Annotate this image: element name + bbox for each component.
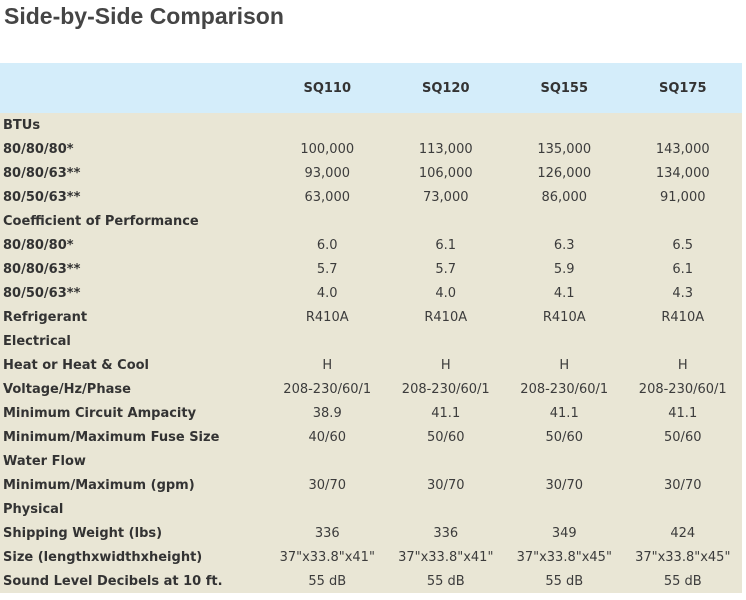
section-row: [0, 329, 742, 353]
cell-value: H: [505, 353, 624, 377]
header-row: [0, 63, 742, 113]
cell-value: 86,000: [505, 185, 624, 209]
cell-value: 30/70: [268, 473, 387, 497]
cell-value: 113,000: [387, 137, 506, 161]
row-label: Voltage/Hz/Phase: [0, 377, 268, 401]
cell-value: [387, 209, 506, 233]
section-label: Electrical: [0, 329, 268, 353]
section-row: [0, 449, 742, 473]
cell-value: 6.1: [624, 257, 743, 281]
cell-value: R410A: [505, 305, 624, 329]
cell-value: 4.3: [624, 281, 743, 305]
data-row: [0, 305, 742, 329]
data-row: [0, 233, 742, 257]
cell-value: 126,000: [505, 161, 624, 185]
cell-value: H: [268, 353, 387, 377]
cell-value: [624, 497, 743, 521]
section-label: Water Flow: [0, 449, 268, 473]
cell-value: [624, 329, 743, 353]
cell-value: 93,000: [268, 161, 387, 185]
data-row: [0, 401, 742, 425]
cell-value: 5.9: [505, 257, 624, 281]
row-label: Shipping Weight (lbs): [0, 521, 268, 545]
cell-value: 50/60: [624, 425, 743, 449]
row-label: Sound Level Decibels at 10 ft.: [0, 569, 268, 593]
cell-value: 41.1: [387, 401, 506, 425]
cell-value: 5.7: [268, 257, 387, 281]
cell-value: 135,000: [505, 137, 624, 161]
cell-value: 91,000: [624, 185, 743, 209]
cell-value: 143,000: [624, 137, 743, 161]
cell-value: [505, 209, 624, 233]
cell-value: 100,000: [268, 137, 387, 161]
table-body: [0, 113, 742, 593]
cell-value: 6.0: [268, 233, 387, 257]
cell-value: [268, 329, 387, 353]
cell-value: [505, 497, 624, 521]
cell-value: 336: [387, 521, 506, 545]
row-label: 80/80/80*: [0, 137, 268, 161]
cell-value: 41.1: [505, 401, 624, 425]
cell-value: 50/60: [387, 425, 506, 449]
row-label: Minimum Circuit Ampacity: [0, 401, 268, 425]
cell-value: 4.0: [387, 281, 506, 305]
cell-value: [387, 329, 506, 353]
header-spacer: [0, 63, 268, 113]
section-row: [0, 497, 742, 521]
row-label: 80/80/63**: [0, 257, 268, 281]
row-label: 80/80/80*: [0, 233, 268, 257]
row-label: Minimum/Maximum (gpm): [0, 473, 268, 497]
cell-value: 424: [624, 521, 743, 545]
cell-value: 30/70: [624, 473, 743, 497]
cell-value: [387, 113, 506, 137]
row-label: Heat or Heat & Cool: [0, 353, 268, 377]
data-row: [0, 185, 742, 209]
cell-value: [268, 209, 387, 233]
cell-value: 4.0: [268, 281, 387, 305]
cell-value: [268, 449, 387, 473]
cell-value: [624, 113, 743, 137]
cell-value: 30/70: [505, 473, 624, 497]
data-row: [0, 161, 742, 185]
cell-value: 336: [268, 521, 387, 545]
cell-value: 41.1: [624, 401, 743, 425]
cell-value: H: [624, 353, 743, 377]
cell-value: 38.9: [268, 401, 387, 425]
data-row: [0, 569, 742, 593]
cell-value: 208-230/60/1: [505, 377, 624, 401]
cell-value: [624, 449, 743, 473]
cell-value: 73,000: [387, 185, 506, 209]
cell-value: 208-230/60/1: [624, 377, 743, 401]
data-row: [0, 257, 742, 281]
cell-value: [387, 449, 506, 473]
section-label: BTUs: [0, 113, 268, 137]
cell-value: 6.1: [387, 233, 506, 257]
row-label: 80/80/63**: [0, 161, 268, 185]
cell-value: [387, 497, 506, 521]
cell-value: 37"x33.8"x45": [624, 545, 743, 569]
cell-value: [624, 209, 743, 233]
comparison-table: [0, 63, 742, 593]
column-header-sq175: SQ175: [624, 63, 743, 113]
table-header: [0, 63, 742, 113]
cell-value: 4.1: [505, 281, 624, 305]
page-title: Side-by-Side Comparison: [4, 3, 284, 29]
cell-value: 349: [505, 521, 624, 545]
cell-value: 50/60: [505, 425, 624, 449]
cell-value: [505, 329, 624, 353]
data-row: [0, 521, 742, 545]
row-label: 80/50/63**: [0, 281, 268, 305]
cell-value: [268, 497, 387, 521]
cell-value: [505, 113, 624, 137]
cell-value: 208-230/60/1: [387, 377, 506, 401]
data-row: [0, 473, 742, 497]
cell-value: 6.3: [505, 233, 624, 257]
cell-value: 55 dB: [505, 569, 624, 593]
cell-value: 63,000: [268, 185, 387, 209]
data-row: [0, 137, 742, 161]
cell-value: 55 dB: [268, 569, 387, 593]
section-row: [0, 209, 742, 233]
data-row: [0, 281, 742, 305]
row-label: Minimum/Maximum Fuse Size: [0, 425, 268, 449]
cell-value: 5.7: [387, 257, 506, 281]
cell-value: 40/60: [268, 425, 387, 449]
cell-value: 30/70: [387, 473, 506, 497]
cell-value: 134,000: [624, 161, 743, 185]
data-row: [0, 425, 742, 449]
row-label: Size (lengthxwidthxheight): [0, 545, 268, 569]
cell-value: [505, 449, 624, 473]
column-header-sq120: SQ120: [387, 63, 506, 113]
cell-value: 6.5: [624, 233, 743, 257]
column-header-sq110: SQ110: [268, 63, 387, 113]
cell-value: R410A: [387, 305, 506, 329]
cell-value: R410A: [624, 305, 743, 329]
cell-value: 55 dB: [624, 569, 743, 593]
cell-value: 37"x33.8"x41": [387, 545, 506, 569]
cell-value: H: [387, 353, 506, 377]
data-row: [0, 377, 742, 401]
cell-value: 208-230/60/1: [268, 377, 387, 401]
data-row: [0, 545, 742, 569]
section-row: [0, 113, 742, 137]
section-label: Physical: [0, 497, 268, 521]
row-label: Refrigerant: [0, 305, 268, 329]
row-label: 80/50/63**: [0, 185, 268, 209]
cell-value: 55 dB: [387, 569, 506, 593]
column-header-sq155: SQ155: [505, 63, 624, 113]
cell-value: 37"x33.8"x41": [268, 545, 387, 569]
cell-value: 106,000: [387, 161, 506, 185]
cell-value: R410A: [268, 305, 387, 329]
section-label: Coefficient of Performance: [0, 209, 268, 233]
cell-value: [268, 113, 387, 137]
data-row: [0, 353, 742, 377]
cell-value: 37"x33.8"x45": [505, 545, 624, 569]
